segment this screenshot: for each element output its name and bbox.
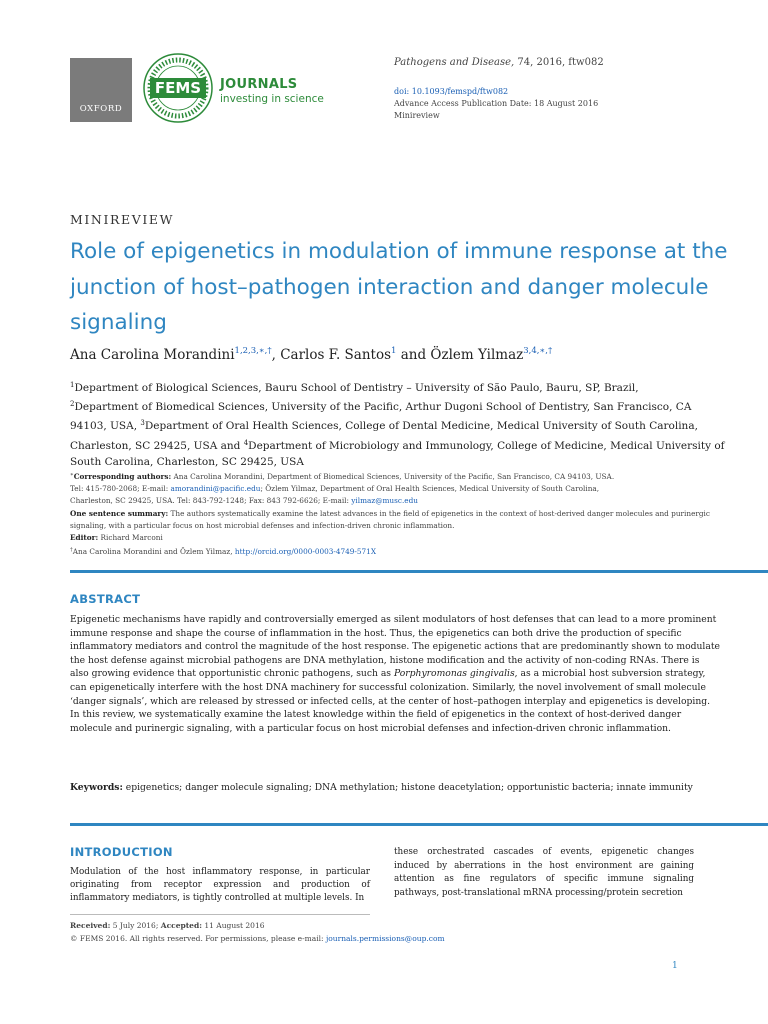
publication-date: Advance Access Publication Date: 18 August 2016 [394,99,599,108]
corresponding-text: Tel: 415-780-2068; E-mail: [70,484,171,494]
author-name: Carlos F. Santos [280,347,392,363]
author-affiliation-marks[interactable]: 1,2,3,∗,† [234,346,272,356]
article-type-small: Minireview [394,111,440,120]
email-link[interactable]: yilmaz@musc.edu [351,496,418,506]
received-dates [70,921,265,930]
affiliation-mark: 4 [243,438,249,447]
accepted-date: 11 August 2016 [201,921,265,930]
author-list [70,346,552,363]
affiliation-text: Department of Microbiology and Immunology, College of Medicine, Medical University of South Carolina, Charleston, SC 29425, USA [70,439,725,468]
corresponding-text: Charleston, SC 29425, USA. Tel: 843-792-1248; Fax: 843 792-6626; E-mail: [70,496,352,506]
author-name: Ana Carolina Morandini [70,347,235,363]
fems-journals-label: JOURNALS [220,77,298,92]
corresponding-text: Ana Carolina Morandini, Department of Biomedical Sciences, University of the Pacific, San Francisco, CA 94103, USA. [171,472,615,481]
received-label: Received: [70,921,111,930]
journal-volume: 74, 2016, ftw082 [517,57,604,68]
intro-column-left: Modulation of the host inflammatory response, in particular originating from receptor expression and production of inflammatory mediators, is tightly controlled at multiple levels. In [70,867,370,903]
author-notes [70,469,730,558]
editor-name: Richard Marconi [98,533,163,543]
keywords-text: epigenetics; danger molecule signaling; DNA methylation; histone deacetylation; opportunistic bacteria; innate immunity [122,782,693,793]
doi-link[interactable]: doi: 10.1093/femspd/ftw082 [394,87,509,96]
orcid-link[interactable]: http://orcid.org/0000-0003-4749-571X [234,547,377,557]
abstract-part: Epigenetic mechanisms have rapidly and controversially emerged as silent modulators of host defenses that can lead to a more prominent immune response and shape the course of inflammation in the host. Thus, the epigenetics can both drive the production of specific inflammatory mediators and control the magnitude of the host response. The epigenetic actions that are predominantly shown to modulate the host defense against microbial pathogens are DNA methylation, histone modification and the activity of non-coding RNAs. There is also growing evidence that opportunistic chronic pathogens, such as [70,614,720,680]
page-number: 1 [672,961,678,971]
dagger-mark: † [70,547,73,554]
corresponding-label: Corresponding authors: [73,472,172,481]
fems-seal-logo [142,52,214,124]
journal-reference [394,57,604,68]
copyright-text: © FEMS 2016. All rights reserved. For permissions, please e-mail: [70,934,326,943]
journal-name: Pathogens and Disease, [394,57,515,68]
abstract-part: , as a microbial host subversion strategy, can epigenetically interfere with the host DNA machinery for successful colonization. Similarly, the novel involvement of small molecule ‘danger signals’, which are released by stressed or infected cells, at the center of host–pathogen interplay and epigenetics is developing. In this review, we systematically examine the latest knowledge within the field of epigenetics in the context of host-derived danger molecule and purinergic signaling, with a particular focus on host microbial defenses and infection-driven chronic inflammation. [70,668,711,734]
affiliations [70,377,730,470]
received-date: 5 July 2016; [110,921,161,930]
email-link[interactable]: amorandini@pacific.edu [170,484,261,494]
editor-label: Editor: [70,533,99,543]
affiliation-mark: 3 [140,419,145,428]
abstract-text [70,613,720,735]
affiliation-text: Department of Biomedical Sciences, University of the Pacific, Arthur Dugoni School of Dentistry, San Francisco, CA 94103, USA, [70,401,692,433]
oxford-logo-text: OXFORD [79,104,123,114]
fems-tagline: investing in science [220,93,324,105]
affiliation-text: Department of Biological Sciences, Bauru School of Dentistry – University of São Paulo, Bauru, SP, Brazil, [74,382,639,394]
author-affiliation-marks[interactable]: 3,4,∗,† [523,346,553,356]
permissions-email-link[interactable]: journals.permissions@oup.com [325,934,445,943]
author-name: Özlem Yilmaz [430,347,524,363]
article-title: Role of epigenetics in modulation of immune response at the junction of host–pathogen interaction and danger molecule signaling [70,239,728,335]
summary-label: One sentence summary: [70,508,169,518]
orcid-note: Ana Carolina Morandini and Özlem Yilmaz, [72,547,235,557]
corresponding-mark: ∗ [70,472,74,478]
affiliation-mark: 1 [70,381,75,389]
accepted-label: Accepted: [160,921,202,930]
corresponding-text: ; Özlem Yilmaz, Department of Oral Health Sciences, Medical University of South Carolina, [260,484,600,494]
copyright [70,934,445,943]
abstract-species: Porphyromonas gingivalis [393,668,515,680]
affiliation-text: Department of Oral Health Sciences, College of Dental Medicine, Medical University of South Carolina, Charleston, SC 29425, USA and [70,420,698,452]
intro-column-right: these orchestrated cascades of events, epigenetic changes induced by aberrations in the host environment are gaining attention as fine regulators of specific immune signaling pathways, post-translational mRNA processing/protein secretion [394,847,694,898]
footnote-divider [70,914,370,915]
abstract-heading: ABSTRACT [70,592,141,606]
keywords [70,781,720,795]
author-affiliation-marks[interactable]: 1 [391,346,397,356]
section-divider [70,570,768,573]
article-type: MINIREVIEW [70,212,175,227]
summary-text: The authors systematically examine the latest advances in the field of epigenetics in the context of host-derived danger molecules and purinergic signaling, with a particular focus on host microbial defenses and infection-driven chronic inflammation. [70,508,710,530]
author-separator: and [396,347,431,363]
keywords-label: Keywords: [70,782,123,793]
introduction-heading: INTRODUCTION [70,845,173,859]
oxford-logo [70,58,132,122]
affiliation-mark: 2 [70,400,75,409]
fems-logo-text: FEMS [154,79,202,97]
section-divider [70,823,768,826]
author-separator: , [271,347,281,363]
